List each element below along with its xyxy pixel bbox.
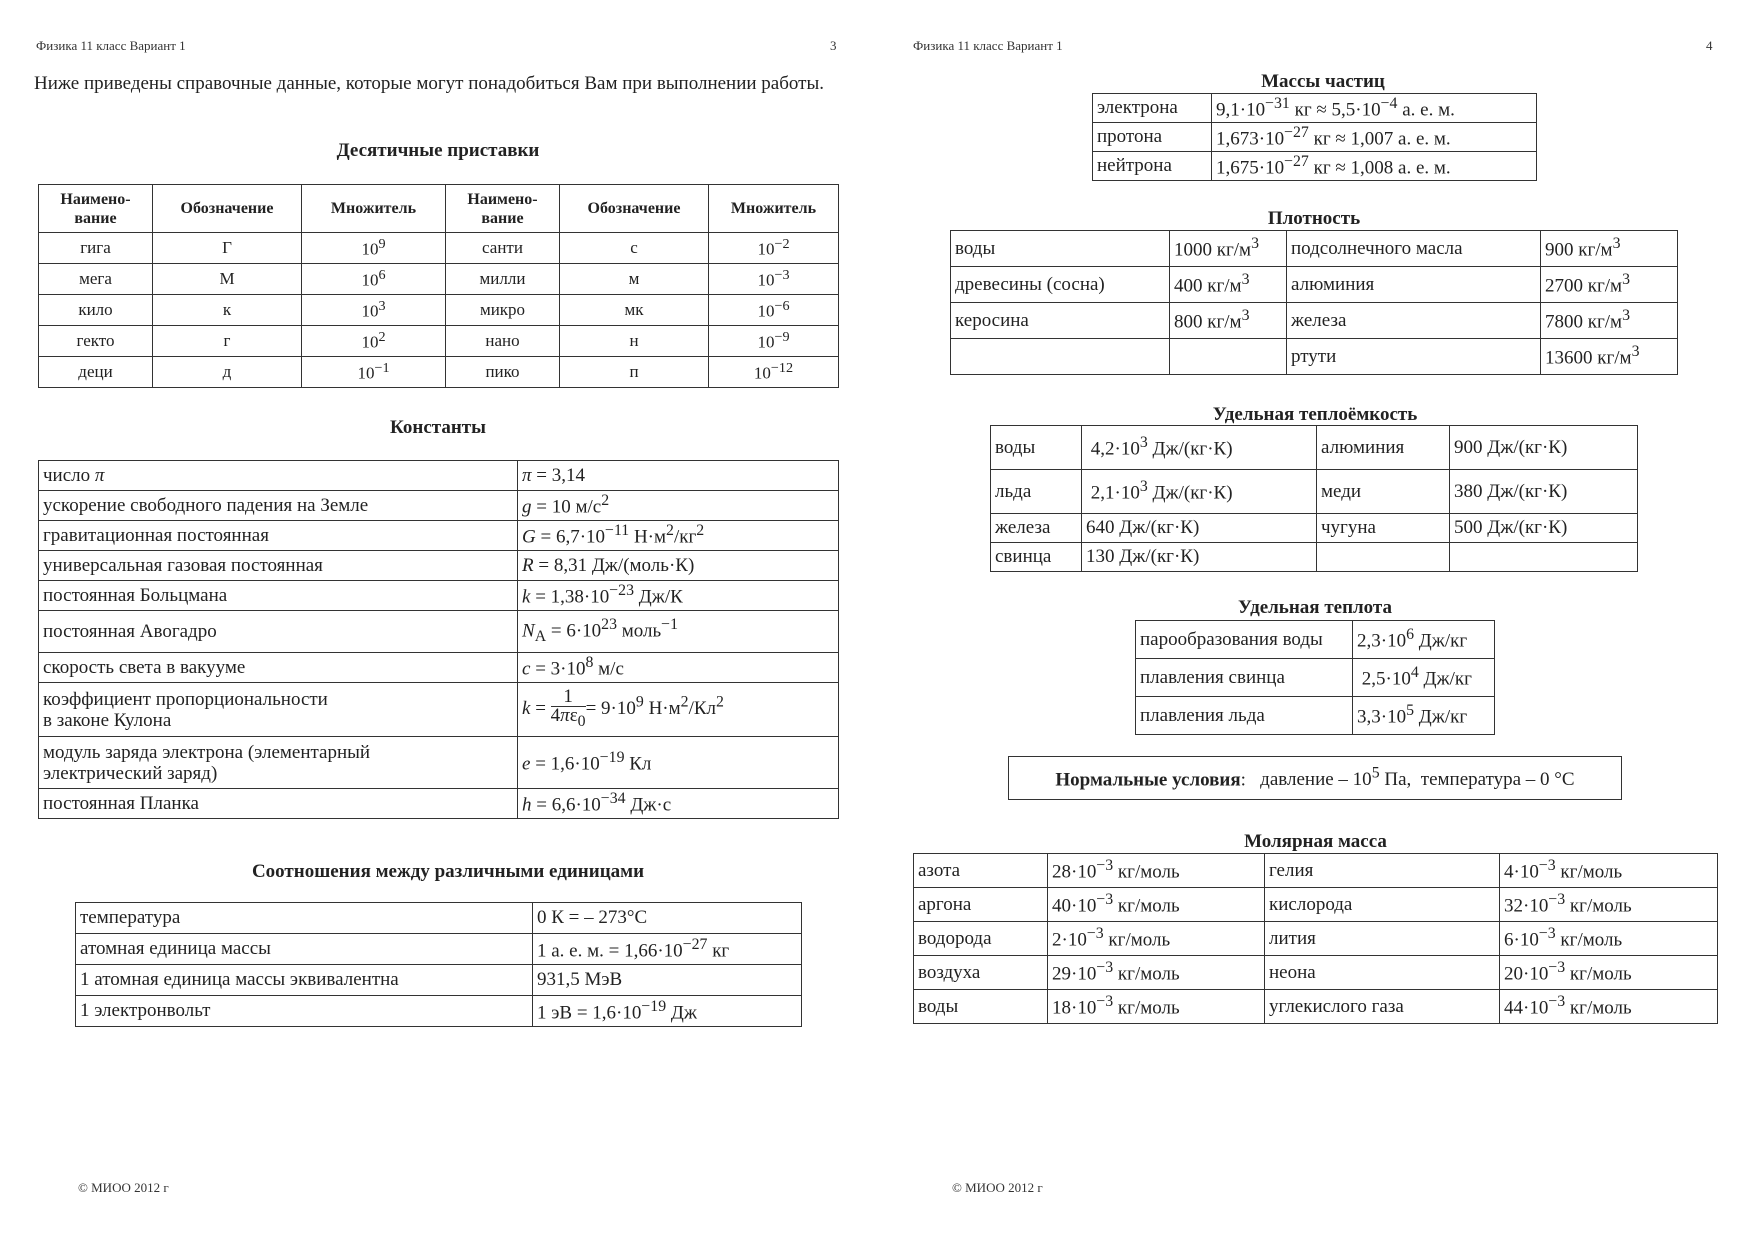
table-row [76,903,802,934]
prefixes-title: Десятичные приставки [336,140,540,161]
cell: электрона [1093,94,1212,123]
cell: кило [39,295,153,326]
cell: гекто [39,326,153,357]
table-row [39,461,839,491]
cell: число π [39,461,518,491]
cell: воздуха [914,956,1048,990]
cell: 400 $кг/м^3$ [1170,267,1287,303]
masses-title: Массы частиц [1261,71,1385,92]
cell: $40\cdot 10^{-3}$ кг/моль [1048,888,1265,922]
cell [951,339,1170,375]
cell: мк [560,295,709,326]
cell: π = 3,14 [518,461,839,491]
col-header: Множитель [302,185,446,233]
cell: $29\cdot 10^{-3}$ кг/моль [1048,956,1265,990]
table-row [1093,123,1537,152]
table-row [1136,697,1495,735]
cell: г [153,326,302,357]
table-row [39,653,839,683]
table-row [1136,621,1495,659]
cell: $4,2\cdot 10^3$ Дж/(кг·К) [1082,426,1317,470]
masses-table [1092,93,1537,181]
right-page-header: Физика 11 класс Вариант 1 [913,38,1063,53]
cell: g = 10 $м/с^2$ [518,491,839,521]
cell: $e = 1,6\cdot 10^{-19}$ Кл [518,737,839,789]
table-row [76,965,802,996]
normal-conditions-text: давление – $10^5$ Па, температура – 0 °С [1260,765,1575,791]
col-header: Множитель [709,185,839,233]
cell: $9,1\cdot 10^{-31}$ кг ≈ $5,5\cdot 10^{-4}$ а. е. м. [1212,94,1537,123]
table-row [39,683,839,737]
col-header: Обозначение [560,185,709,233]
cell: древесины (сосна) [951,267,1170,303]
table-row [914,922,1718,956]
specific-heat-title: Удельная теплота [1237,597,1393,618]
cell: универсальная газовая постоянная [39,551,518,581]
cell: $1,673\cdot 10^{-27}$ кг ≈ 1,007 а. е. м. [1212,123,1537,152]
cell: Г [153,233,302,264]
cell: $10^{-12}$ [709,357,839,388]
cell: воды [951,231,1170,267]
cell: $44\cdot 10^{-3}$ кг/моль [1500,990,1718,1024]
cell: температура [76,903,533,934]
table-row [39,581,839,611]
cell: постоянная Планка [39,789,518,819]
cell: деци [39,357,153,388]
relations-title: Соотношения между различными единицами [251,861,645,882]
cell: 931,5 МэВ [533,965,802,996]
cell: плавления свинца [1136,659,1353,697]
cell: пико [446,357,560,388]
normal-conditions-label: Нормальные условия [1055,769,1241,791]
cell: н [560,326,709,357]
table-row [39,264,839,295]
cell: 500 Дж/(кг·К) [1450,514,1638,543]
cell: k = $\frac{1}{4\pi\varepsilon_0}$ = $9\cdot 10^9$ $Н\cdot м^2/Кл^2$ [518,683,839,737]
cell: неона [1265,956,1500,990]
constants-title: Константы [390,417,486,438]
heat-capacity-title: Удельная теплоёмкость [1212,404,1418,425]
cell: подсолнечного масла [1287,231,1541,267]
cell: гелия [1265,854,1500,888]
cell: $10^2$ [302,326,446,357]
normal-conditions-box: Нормальные условия: давление – $10^5$ Па, температура – 0 °С [1008,756,1622,800]
table-row [951,303,1678,339]
constants-table [38,460,839,819]
cell: воды [914,990,1048,1024]
cell [1450,543,1638,572]
cell: аргона [914,888,1048,922]
cell: 800 $кг/м^3$ [1170,303,1287,339]
cell: алюминия [1287,267,1541,303]
cell: нейтрона [1093,152,1212,181]
density-title: Плотность [1267,208,1361,229]
cell: $1,675\cdot 10^{-27}$ кг ≈ 1,008 а. е. м. [1212,152,1537,181]
cell: 900 $кг/м^3$ [1541,231,1678,267]
table-row [1136,659,1495,697]
cell: 1 эВ = $1,6\cdot 10^{-19}$ Дж [533,996,802,1027]
left-page-header: Физика 11 класс Вариант 1 [36,38,186,53]
col-header: Наимено- вание [39,185,153,233]
table-row [76,934,802,965]
cell: М [153,264,302,295]
cell: льда [991,470,1082,514]
table-row [991,514,1638,543]
cell: 0 К = – 273°С [533,903,802,934]
cell: атомная единица массы [76,934,533,965]
left-footer: © МИОО 2012 г [78,1180,169,1195]
cell: д [153,357,302,388]
cell: лития [1265,922,1500,956]
cell: чугуна [1317,514,1450,543]
col-header: Обозначение [153,185,302,233]
table-row [991,426,1638,470]
cell: $h = 6,6\cdot 10^{-34}$ Дж·с [518,789,839,819]
table-row [39,611,839,653]
cell: мега [39,264,153,295]
table-row [1093,152,1537,181]
table-row [39,295,839,326]
prefixes-table [38,184,839,388]
table-row [39,326,839,357]
table-row [1093,94,1537,123]
cell: $20\cdot 10^{-3}$ кг/моль [1500,956,1718,990]
cell: протона [1093,123,1212,152]
cell: 1 атомная единица массы эквивалентна [76,965,533,996]
cell: $10^{-1}$ [302,357,446,388]
table-row [951,267,1678,303]
cell: к [153,295,302,326]
cell: $2,5\cdot 10^4$ Дж/кг [1353,659,1495,697]
cell: $c = 3\cdot 10^8$ м/с [518,653,839,683]
table-row [991,470,1638,514]
table-row [914,956,1718,990]
cell: постоянная Авогадро [39,611,518,653]
cell: плавления льда [1136,697,1353,735]
cell: $G = 6,7\cdot 10^{-11}$ $Н\cdot м^2/кг^2$ [518,521,839,551]
cell: $10^{-6}$ [709,295,839,326]
table-row [914,854,1718,888]
cell: кислорода [1265,888,1500,922]
cell: нано [446,326,560,357]
table-row [39,737,839,789]
cell: ускорение свободного падения на Земле [39,491,518,521]
cell: $10^{-3}$ [709,264,839,295]
cell: $10^9$ [302,233,446,264]
cell: модуль заряда электрона (элементарный электрический заряд) [39,737,518,789]
cell: $10^{-2}$ [709,233,839,264]
cell: R = 8,31 Дж/(моль·К) [518,551,839,581]
cell: воды [991,426,1082,470]
cell: милли [446,264,560,295]
cell: меди [1317,470,1450,514]
cell: азота [914,854,1048,888]
cell: м [560,264,709,295]
cell: 1 а. е. м. = $1,66\cdot 10^{-27}$ кг [533,934,802,965]
relations-table [75,902,802,1027]
cell [1170,339,1287,375]
cell: свинца [991,543,1082,572]
cell: микро [446,295,560,326]
table-row [39,789,839,819]
cell: гига [39,233,153,264]
cell: $18\cdot 10^{-3}$ кг/моль [1048,990,1265,1024]
cell: постоянная Больцмана [39,581,518,611]
heat-capacity-table [990,425,1638,572]
cell: $28\cdot 10^{-3}$ кг/моль [1048,854,1265,888]
cell: 640 Дж/(кг·К) [1082,514,1317,543]
specific-heat-table [1135,620,1495,735]
cell: $2,3\cdot 10^6$ Дж/кг [1353,621,1495,659]
table-row [991,543,1638,572]
table-row [914,990,1718,1024]
cell: санти [446,233,560,264]
molar-table [913,853,1718,1024]
fraction: $\frac{1}{4\pi\varepsilon_0}$ [550,686,586,730]
table-row [951,339,1678,375]
cell: $N_A = 6\cdot 10^{23}$ моль$^{-1}$ [518,611,839,653]
cell: алюминия [1317,426,1450,470]
cell: п [560,357,709,388]
cell: 7800 $кг/м^3$ [1541,303,1678,339]
molar-title: Молярная масса [1244,831,1387,852]
cell: железа [991,514,1082,543]
cell: углекислого газа [1265,990,1500,1024]
cell: с [560,233,709,264]
cell: 1000 $кг/м^3$ [1170,231,1287,267]
cell: скорость света в вакууме [39,653,518,683]
cell: $10^6$ [302,264,446,295]
right-footer: © МИОО 2012 г [952,1180,1043,1195]
cell: $32\cdot 10^{-3}$ кг/моль [1500,888,1718,922]
intro-text: Ниже приведены справочные данные, которые могут понадобиться Вам при выполнении работы. [34,73,824,94]
cell: парообразования воды [1136,621,1353,659]
cell: гравитационная постоянная [39,521,518,551]
cell: 13600 $кг/м^3$ [1541,339,1678,375]
cell: 2700 $кг/м^3$ [1541,267,1678,303]
table-row [39,357,839,388]
cell: $k = 1,38\cdot 10^{-23}$ Дж/К [518,581,839,611]
right-page-number: 4 [1706,38,1713,53]
table-row [39,233,839,264]
cell: $10^3$ [302,295,446,326]
cell: $2,1\cdot 10^3$ Дж/(кг·К) [1082,470,1317,514]
left-page-number: 3 [830,38,837,53]
cell: $10^{-9}$ [709,326,839,357]
table-row [76,996,802,1027]
cell: водорода [914,922,1048,956]
cell [1317,543,1450,572]
density-table [950,230,1678,375]
cell: 130 Дж/(кг·К) [1082,543,1317,572]
cell: коэффициент пропорциональности в законе Кулона [39,683,518,737]
cell: ртути [1287,339,1541,375]
cell: $3,3\cdot 10^5$ Дж/кг [1353,697,1495,735]
table-row [39,521,839,551]
cell: 1 электронвольт [76,996,533,1027]
table-row [914,888,1718,922]
cell: железа [1287,303,1541,339]
cell: $6\cdot 10^{-3}$ кг/моль [1500,922,1718,956]
col-header: Наимено- вание [446,185,560,233]
table-row [951,231,1678,267]
cell: $4\cdot 10^{-3}$ кг/моль [1500,854,1718,888]
cell: керосина [951,303,1170,339]
table-row [39,491,839,521]
table-row [39,551,839,581]
cell: 380 Дж/(кг·К) [1450,470,1638,514]
cell: $2\cdot 10^{-3}$ кг/моль [1048,922,1265,956]
cell: 900 Дж/(кг·К) [1450,426,1638,470]
